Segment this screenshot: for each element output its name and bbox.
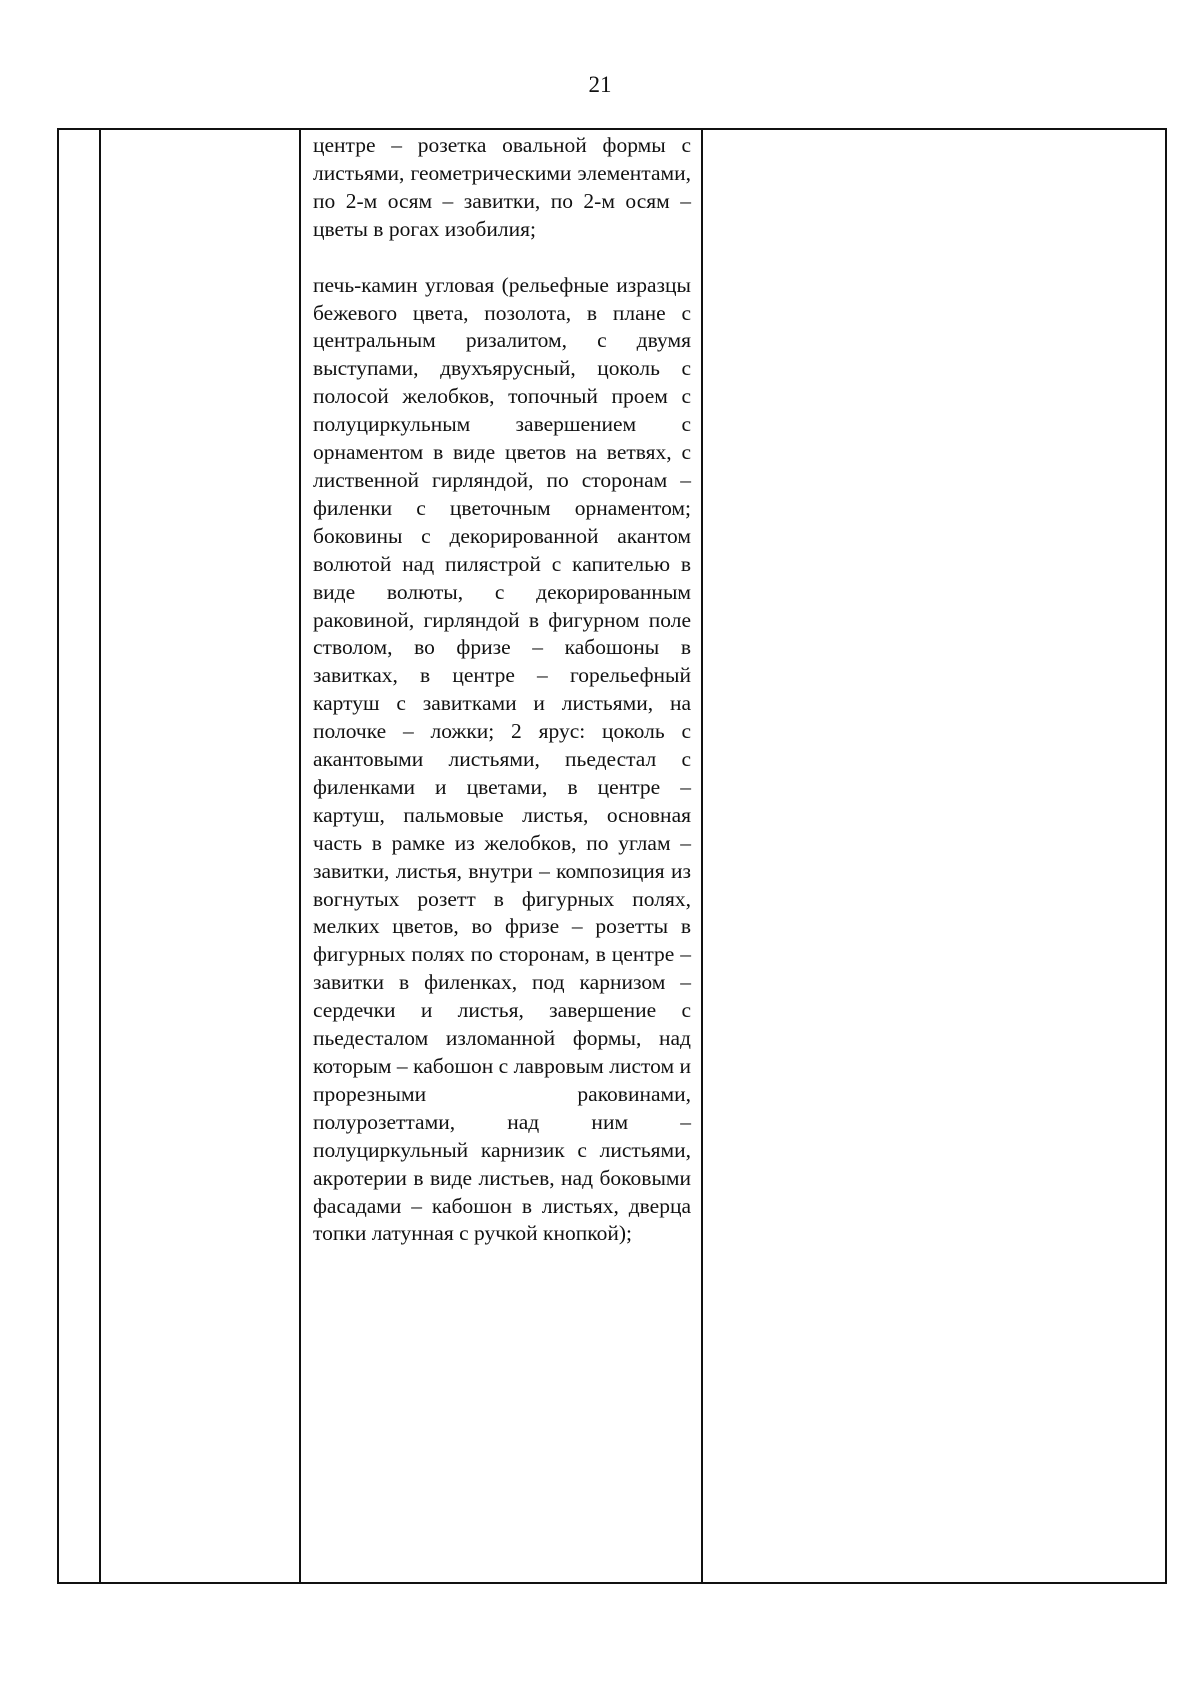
table-cell-name	[100, 129, 300, 1583]
description-text	[301, 130, 701, 1248]
table-cell-number	[58, 129, 100, 1583]
document-table	[57, 128, 1167, 1584]
description-paragraph: центре – розетка овальной формы с листьями, геометрическими элементами, по 2-м осям – завитки, по 2-м осям – цветы в рогах изобилия;	[313, 133, 691, 241]
table-cell-notes	[702, 129, 1166, 1583]
table-row	[58, 129, 1166, 1583]
description-paragraph: печь-камин угловая (рельефные изразцы бежевого цвета, позолота, в плане с центральным ризалитом, с двумя выступами, двухъярусный, цоколь с полосой желобков, топочный проем с полуциркульным завершением с орнаментом в виде цветов на ветвях, с лиственной гирляндой, по сторонам – филенки с цветочным орнаментом; боковины с декорированной акантом волютой над пилястрой с капителью в виде волюты, с декорированным раковиной, гирляндой в фигурном поле стволом, во фризе – кабошоны в завитках, в центре – горельефный картуш с завитками и листьями, на полочке – ложки; 2 ярус: цоколь с акантовыми листьями, пьедестал с филенками и цветами, в центре – картуш, пальмовые листья, основная часть в рамке из желобков, по углам – завитки, листья, внутри – композиция из вогнутых розетт в фигурных полях, мелких цветов, во фризе – розетты в фигурных полях по сторонам, в центре – завитки в филенках, под карнизом – сердечки и листья, завершение с пьедесталом изломанной формы, над которым – кабошон с лавровым листом и прорезными раковинами, полурозеттами, над ним – полуциркульный карнизик с листьями, акротерии в виде листьев, над боковыми фасадами – кабошон в листьях, дверца топки латунная с ручкой кнопкой);	[313, 272, 691, 1246]
table-cell-description	[300, 129, 702, 1583]
page-number: 21	[588, 72, 612, 97]
